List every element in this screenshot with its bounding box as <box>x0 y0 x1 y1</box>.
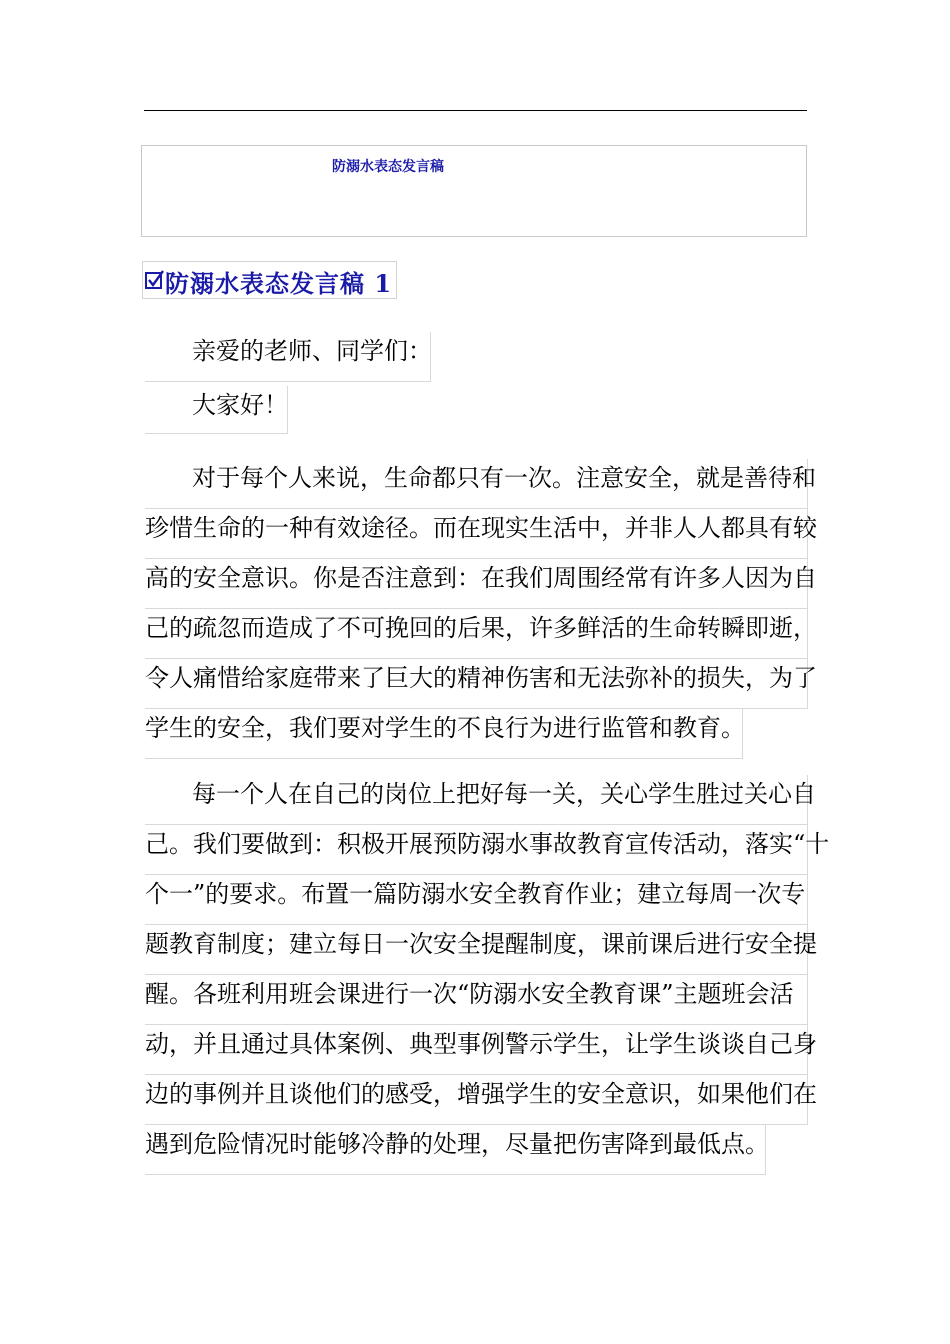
section-heading-text: 防溺水表态发言稿 1 <box>165 269 393 298</box>
paragraph-line: 每一个人在自己的岗位上把好每一关，关心学生胜过关心自 <box>145 775 808 825</box>
greeting: 大家好！ <box>145 386 288 434</box>
paragraph-line: 高的安全意识。你是否注意到：在我们周围经常有许多人因为自 <box>145 559 808 609</box>
paragraph-line: 珍惜生命的一种有效途径。而在现实生活中，并非人人都具有较 <box>145 509 808 559</box>
header-title: 防溺水表态发言稿 <box>332 159 444 175</box>
paragraph-line: 令人痛惜给家庭带来了巨大的精神伤害和无法弥补的损失，为了 <box>145 659 808 709</box>
salutation: 亲爱的老师、同学们： <box>145 332 431 382</box>
paragraph-line: 动，并且通过具体案例、典型事例警示学生，让学生谈谈自己身 <box>145 1025 808 1075</box>
paragraph-line: 边的事例并且谈他们的感受，增强学生的安全意识，如果他们在 <box>145 1075 808 1125</box>
paragraph-line: 遇到危险情况时能够冷静的处理，尽量把伤害降到最低点。 <box>145 1125 766 1175</box>
paragraph-line: 醒。各班利用班会课进行一次“防溺水安全教育课”主题班会活 <box>145 975 808 1025</box>
top-rule <box>144 110 807 111</box>
paragraph-line: 题教育制度；建立每日一次安全提醒制度，课前课后进行安全提 <box>145 925 808 975</box>
section-heading <box>142 261 397 299</box>
paragraph-line: 己。我们要做到：积极开展预防溺水事故教育宣传活动，落实“十 <box>145 825 808 875</box>
paragraph-line: 个一”的要求。布置一篇防溺水安全教育作业；建立每周一次专 <box>145 875 808 925</box>
paragraph-line: 对于每个人来说，生命都只有一次。注意安全，就是善待和 <box>145 459 808 509</box>
checkbox-checked-icon <box>145 270 164 289</box>
paragraph-line: 学生的安全，我们要对学生的不良行为进行监管和教育。 <box>145 709 743 759</box>
paragraph-line: 己的疏忽而造成了不可挽回的后果，许多鲜活的生命转瞬即逝， <box>145 609 808 659</box>
document-header <box>141 145 807 237</box>
